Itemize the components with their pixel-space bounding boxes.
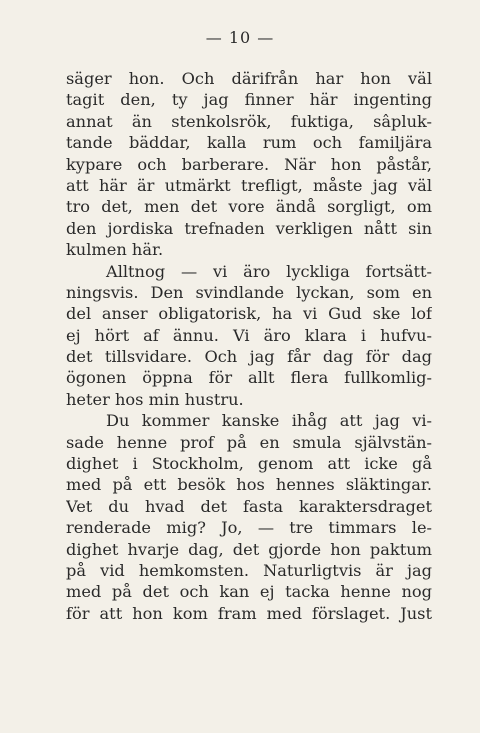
- text-line: ningsvis. Den svindlande lyckan, som en: [66, 282, 432, 302]
- text-line: del anser obligatorisk, ha vi Gud ske lof: [66, 304, 432, 324]
- text-line: annat än stenkolsrök, fuktiga, sâpluk-: [66, 111, 432, 131]
- text-line: tro det, men det vore ändå sorgligt, om: [66, 197, 432, 217]
- text-line: tande bäddar, kalla rum och familjära: [66, 133, 432, 153]
- text-line: den jordiska trefnaden verkligen nått sin: [66, 218, 432, 238]
- text-line: dighet hvarje dag, det gjorde hon paktum: [66, 539, 432, 559]
- page-number-header: — 10 —: [205, 28, 275, 47]
- text-line: Vet du hvad det fasta karaktersdraget: [66, 496, 432, 516]
- text-line: det tillsvidare. Och jag får dag för dag: [66, 347, 432, 367]
- text-line: ej hört af ännu. Vi äro klara i hufvu-: [66, 325, 432, 345]
- text-line: säger hon. Och därifrån har hon väl: [66, 69, 432, 88]
- text-line: med på det och kan ej tacka henne nog: [66, 582, 432, 602]
- text-line: Du kommer kanske ihåg att jag vi-: [106, 411, 432, 431]
- text-line: heter hos min hustru.: [66, 389, 244, 409]
- text-line: ögonen öppna för allt flera fullkomlig-: [66, 368, 432, 388]
- text-line: Alltnog — vi äro lyckliga fortsätt-: [106, 261, 432, 281]
- text-line: med på ett besök hos hennes släktingar.: [66, 475, 432, 495]
- body-text: [66, 68, 432, 624]
- text-line: sade henne prof på en smula självstän-: [66, 432, 432, 452]
- text-line: att här är utmärkt trefligt, måste jag väl: [66, 175, 432, 195]
- text-line: kypare och barberare. När hon påstår,: [66, 154, 432, 174]
- text-line: renderade mig? Jo, — tre timmars le-: [66, 518, 432, 538]
- text-line: dighet i Stockholm, genom att icke gå: [66, 454, 432, 474]
- text-line: på vid hemkomsten. Naturligtvis är jag: [66, 560, 432, 580]
- text-line: kulmen här.: [66, 240, 164, 260]
- text-line: för att hon kom fram med förslaget. Just: [66, 603, 432, 623]
- text-line: tagit den, ty jag finner här ingenting: [66, 90, 432, 110]
